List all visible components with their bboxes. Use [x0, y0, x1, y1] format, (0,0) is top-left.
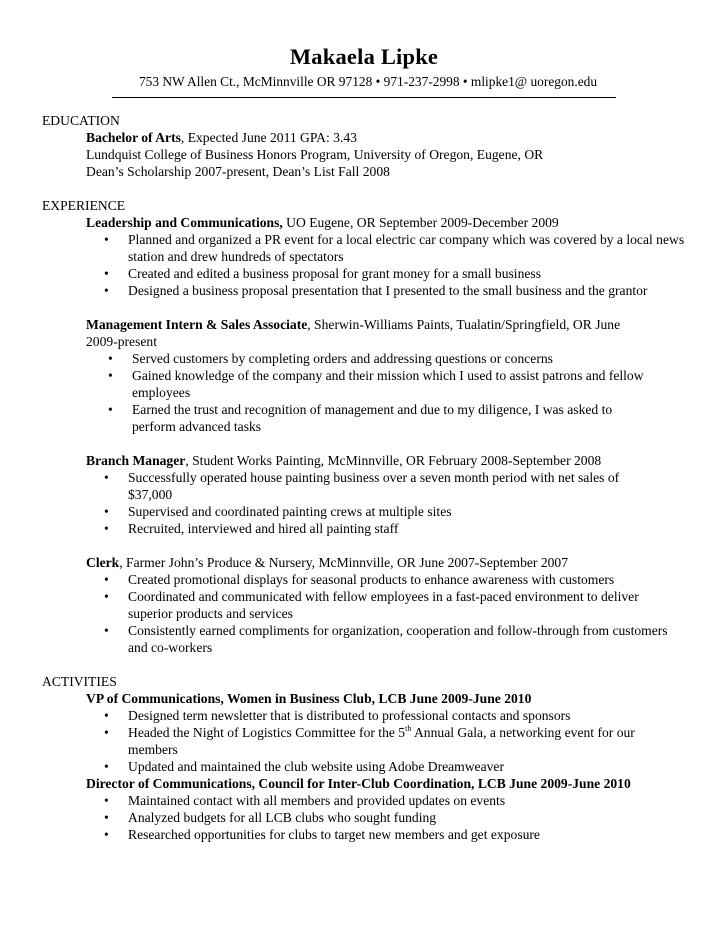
activity-title: VP of Communications, Women in Business Club, LCB June 2009-June 2010: [86, 691, 532, 706]
list-item: • Recruited, interviewed and hired all painting staff: [104, 521, 399, 536]
activity-bullets: [86, 707, 702, 775]
bullet-icon: •: [104, 589, 109, 604]
bullet-icon: •: [104, 810, 109, 825]
bullet-icon: •: [104, 470, 109, 485]
job-details-continued: 2009-present: [86, 334, 157, 349]
degree-details: , Expected June 2011 GPA: 3.43: [180, 130, 357, 145]
bullet-icon: •: [104, 572, 109, 587]
bullet-icon: •: [104, 232, 109, 247]
degree-title: Bachelor of Arts: [86, 130, 181, 145]
job-title-line: [86, 452, 702, 469]
list-item: • Coordinated and communicated with fellow employees in a fast-paced environment to deliver superior products and services: [104, 589, 639, 621]
bullet-icon: •: [108, 402, 113, 417]
list-item: • Planned and organized a PR event for a local electric car company which was covered by a local news station and drew hundreds of spectators: [104, 232, 685, 264]
job-details: UO Eugene, OR September 2009-December 2009: [282, 215, 559, 230]
list-item: • Researched opportunities for clubs to target new members and get exposure: [104, 827, 540, 842]
job-title: Leadership and Communications,: [86, 215, 283, 230]
activity-title: Director of Communications, Council for Inter-Club Coordination, LCB June 2009-June 2010: [86, 776, 631, 791]
job-title-line: [86, 554, 702, 571]
list-item: • Supervised and coordinated painting crews at multiple sites: [104, 504, 452, 519]
bullet-icon: •: [104, 521, 109, 536]
bullet-icon: •: [104, 793, 109, 808]
list-item: • Analyzed budgets for all LCB clubs who sought funding: [104, 810, 437, 825]
honors-line: Dean’s Scholarship 2007-present, Dean’s List Fall 2008: [86, 164, 390, 179]
bullet-icon: •: [104, 827, 109, 842]
education-block: [86, 129, 702, 180]
activity-bullets: [86, 792, 702, 843]
activity-entry: [86, 775, 702, 843]
list-item: • Created and edited a business proposal for grant money for a small business: [104, 266, 541, 281]
bullet-icon: •: [104, 708, 109, 723]
resume-body: [42, 112, 702, 843]
job-entry: [86, 554, 702, 656]
list-item: • Earned the trust and recognition of management and due to my diligence, I was asked to perform advanced tasks: [108, 402, 613, 434]
bullet-icon: •: [108, 368, 113, 383]
bullet-icon: •: [104, 623, 109, 638]
job-title: Clerk: [86, 555, 120, 570]
list-item: • Created promotional displays for seasonal products to enhance awareness with customers: [104, 572, 615, 587]
header-divider: [112, 97, 616, 98]
education-heading: EDUCATION: [42, 113, 120, 128]
job-bullets: [86, 231, 702, 299]
list-item: • Consistently earned compliments for organization, cooperation and follow-through from customers and co-workers: [104, 623, 668, 655]
job-entry: [86, 214, 702, 299]
college-line: Lundquist College of Business Honors Program, University of Oregon, Eugene, OR: [86, 147, 544, 162]
job-title-line: [86, 214, 702, 231]
bullet-icon: •: [104, 283, 109, 298]
list-item: • Designed a business proposal presentation that I presented to the small business and the grantor: [104, 283, 648, 298]
list-item: • Maintained contact with all members and provided updates on events: [104, 793, 506, 808]
activity-entry: [86, 690, 702, 775]
job-title-line: [86, 316, 702, 333]
list-item: • Served customers by completing orders and addressing questions or concerns: [108, 351, 553, 366]
job-bullets: [86, 469, 702, 537]
contact-line: 753 NW Allen Ct., McMinnville OR 97128 • 971-237-2998 • mlipke1@ uoregon.edu: [138, 74, 598, 89]
bullet-icon: •: [104, 504, 109, 519]
experience-heading: EXPERIENCE: [42, 198, 126, 213]
job-entry: [86, 452, 702, 537]
list-item: • Gained knowledge of the company and their mission which I used to assist patrons and fellow employees: [108, 368, 644, 400]
job-details: , Sherwin-Williams Paints, Tualatin/Springfield, OR June: [307, 317, 621, 332]
bullet-icon: •: [108, 351, 113, 366]
bullet-icon: •: [104, 266, 109, 281]
list-item: • Updated and maintained the club website using Adobe Dreamweaver: [104, 759, 504, 774]
job-details: , Farmer John’s Produce & Nursery, McMinnville, OR June 2007-September 2007: [119, 555, 569, 570]
list-item: • Designed term newsletter that is distributed to professional contacts and sponsors: [104, 708, 571, 723]
applicant-name: Makaela Lipke: [289, 44, 439, 69]
list-item: • Headed the Night of Logistics Committee for the 5th Annual Gala, a networking event for our members: [104, 724, 635, 757]
degree-line: [86, 129, 702, 146]
job-bullets: [86, 350, 702, 435]
job-bullets: [86, 571, 702, 656]
bullet-icon: •: [104, 759, 109, 774]
job-details: , Student Works Painting, McMinnville, OR February 2008-September 2008: [185, 453, 602, 468]
job-title: Management Intern & Sales Associate: [86, 317, 308, 332]
list-item: • Successfully operated house painting business over a seven month period with net sales of $37,000: [104, 470, 620, 502]
job-entry: [86, 316, 702, 435]
job-title: Branch Manager: [86, 453, 186, 468]
bullet-icon: •: [104, 725, 109, 740]
activities-heading: ACTIVITIES: [42, 674, 117, 689]
